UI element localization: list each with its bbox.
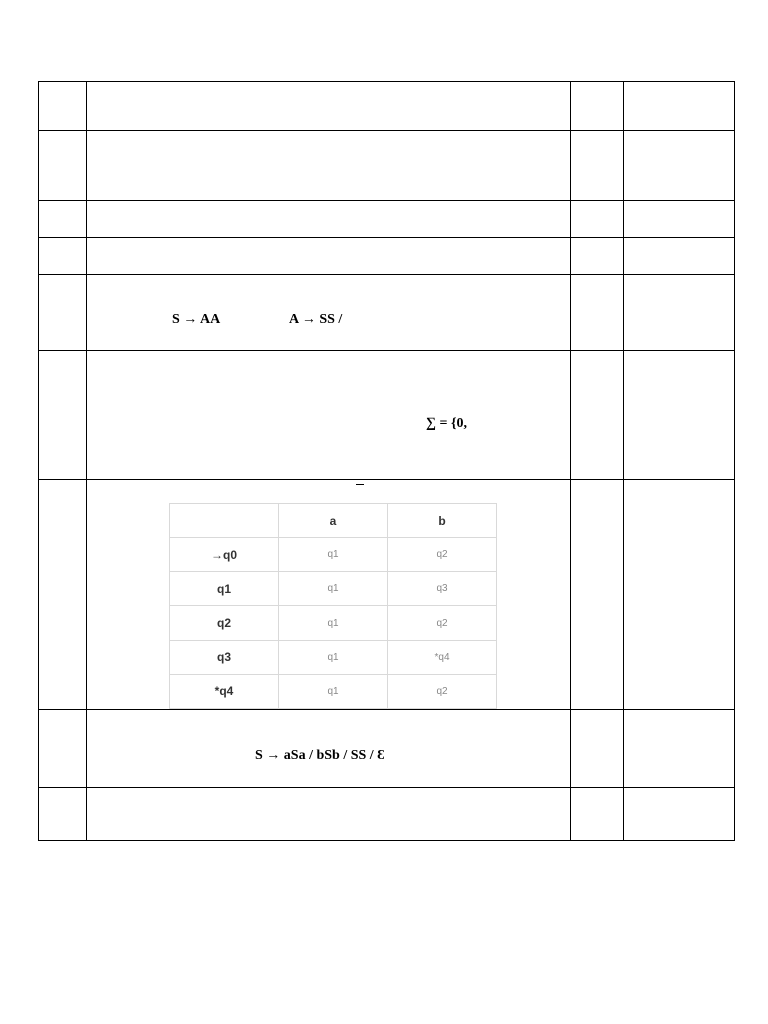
table-header-a: a xyxy=(279,504,388,538)
state-cell: q2 xyxy=(170,606,279,640)
transition-b-cell: q2 xyxy=(388,606,497,640)
palindrome-grammar: S → aSa / bSb / SS / Ɛ xyxy=(255,748,385,763)
transition-a-cell: q1 xyxy=(279,674,388,708)
state-cell: →q0 xyxy=(170,538,279,572)
table-row xyxy=(170,674,497,708)
production-s: S → AA xyxy=(172,312,221,327)
heading-dash xyxy=(356,484,364,485)
row-border-7 xyxy=(38,709,735,710)
table-row xyxy=(170,538,497,572)
col-border-3 xyxy=(623,81,624,841)
production-a: A → SS / xyxy=(289,312,343,327)
table-row xyxy=(170,606,497,640)
table-row xyxy=(170,572,497,606)
row-border-2 xyxy=(38,200,735,201)
transition-a-cell: q1 xyxy=(279,572,388,606)
row-border-bottom xyxy=(38,840,735,841)
row-border-5 xyxy=(38,350,735,351)
transition-b-cell: q2 xyxy=(388,674,497,708)
col-border-left xyxy=(38,81,39,841)
col-border-2 xyxy=(570,81,571,841)
row-border-top xyxy=(38,81,735,82)
table-header-state xyxy=(170,504,279,538)
table-row xyxy=(170,640,497,674)
transition-a-cell: q1 xyxy=(279,606,388,640)
state-cell: q3 xyxy=(170,640,279,674)
state-cell: q1 xyxy=(170,572,279,606)
alphabet-definition: ∑ = {0, xyxy=(426,416,467,431)
row-border-3 xyxy=(38,237,735,238)
transition-table xyxy=(169,503,497,709)
transition-b-cell: q2 xyxy=(388,538,497,572)
col-border-right xyxy=(734,81,735,841)
transition-b-cell: *q4 xyxy=(388,640,497,674)
transition-b-cell: q3 xyxy=(388,572,497,606)
row-border-4 xyxy=(38,274,735,275)
table-header-b: b xyxy=(388,504,497,538)
transition-a-cell: q1 xyxy=(279,640,388,674)
question-grid xyxy=(38,81,735,841)
row-border-1 xyxy=(38,130,735,131)
col-border-1 xyxy=(86,81,87,841)
row-border-6 xyxy=(38,479,735,480)
row-border-8 xyxy=(38,787,735,788)
transition-a-cell: q1 xyxy=(279,538,388,572)
table-header-row xyxy=(170,504,497,538)
state-cell: *q4 xyxy=(170,674,279,708)
